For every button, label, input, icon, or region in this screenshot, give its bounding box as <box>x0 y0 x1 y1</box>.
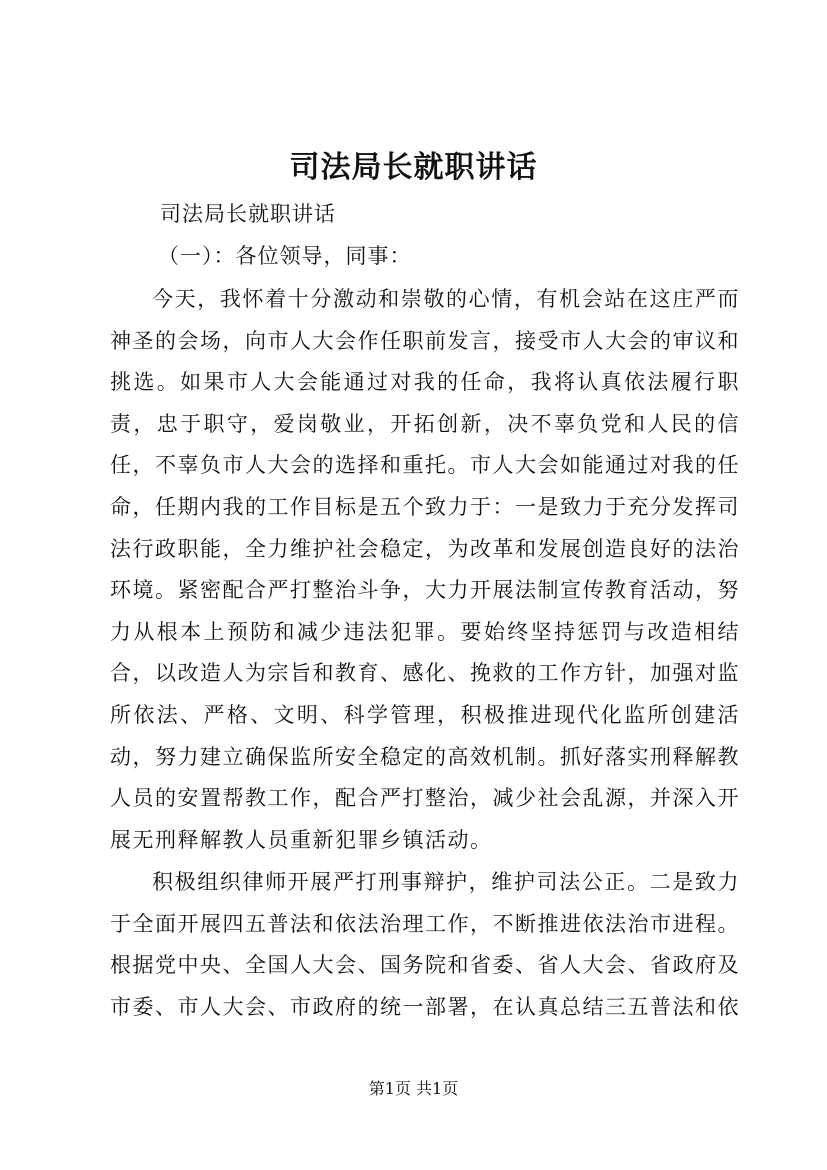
document-subtitle: 司法局长就职讲话 <box>160 202 336 226</box>
document-title: 司法局长就职讲话 <box>289 150 538 185</box>
salutation: （一）：各位领导，同事： <box>158 244 412 268</box>
body-paragraph: 今天，我怀着十分激动和崇敬的心情，有机会站在这庄严而神圣的会场，向市人大会作任职前发言，接受市人大会的审议和挑选。如果市人大会能通过对我的任命，我将认真依法履行职责，忠于职守，爱岗敬业，开拓创新，决不辜负党和人民的信任，不辜负市人大会的选择和重托。市人大会如能通过对我的任命，任期内我的工作目标是五个致力于：一是致力于充分发挥司法行政职能，全力维护社会稳定，为改革和发展创造良好的法治环境。紧密配合严打整治斗争，大力开展法制宣传教育活动，努力从根本上预防和减少违法犯罪。要始终坚持惩罚与改造相结合，以改造人为宗旨和教育、感化、挽救的工作方针，加强对监所依法、严格、文明、科学管理，积极推进现代化监所创建活动，努力建立确保监所安全稳定的高效机制。抓好落实刑释解教人员的安置帮教工作，配合严打整治，减少社会乱源，并深入开展无刑释解教人员重新犯罪乡镇活动。 <box>110 287 740 852</box>
page-footer: 第1页 共1页 <box>368 1079 459 1098</box>
body-paragraph: 积极组织律师开展严打刑事辩护，维护司法公正。二是致力于全面开展四五普法和依法治理工作，不断推进依法治市进程。根据党中央、全国人大会、国务院和省委、省人大会、省政府及市委、市人大会、市政府的统一部署，在认真总结三五普法和依 <box>110 870 740 1019</box>
